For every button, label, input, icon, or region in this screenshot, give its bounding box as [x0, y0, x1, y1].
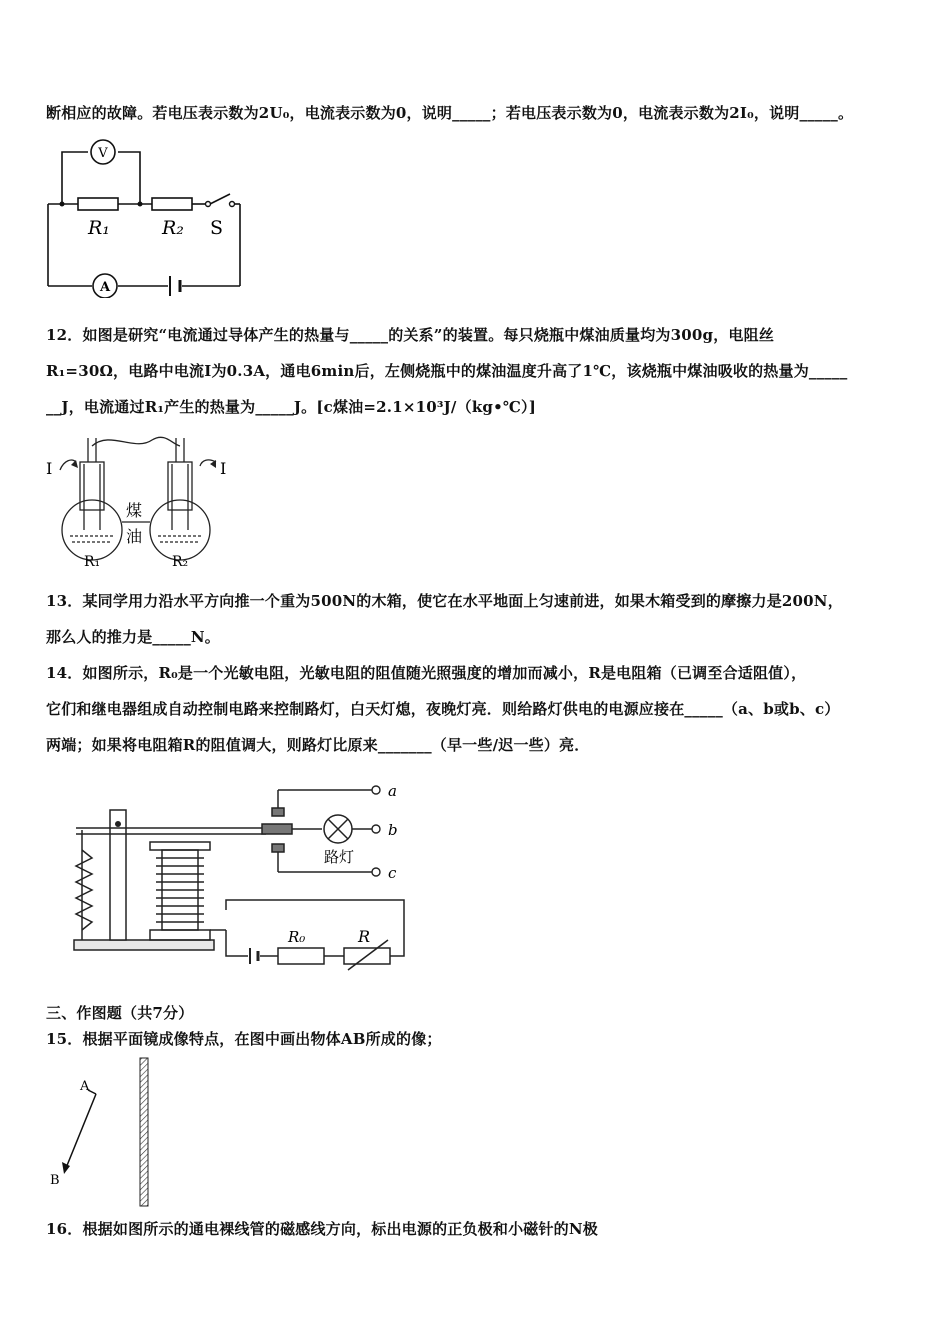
r1-label: R₁: [88, 217, 110, 239]
flask-r1-label: R₁: [84, 554, 101, 570]
r2-label: R₂: [162, 217, 184, 239]
q14-relay-figure: [66, 780, 426, 980]
plane-mirror: [140, 1058, 148, 1206]
resistor-box-label: R: [358, 927, 371, 946]
terminal-c-label: c: [388, 864, 397, 882]
q14-text-line3: 两端；如果将电阻箱R的阻值调大，则路灯比原来_______（早一些/迟一些）亮．: [46, 736, 590, 754]
q12-flask-figure: [40, 430, 240, 570]
kerosene-label-1: 煤: [126, 501, 143, 520]
ammeter-icon: [93, 274, 117, 298]
q16-text-line1: 16．根据如图所示的通电裸线管的磁感线方向，标出电源的正负极和小磁针的N极: [46, 1220, 598, 1238]
q14-text-line2: 它们和继电器组成自动控制电路来控制路灯，白天灯熄，夜晚灯亮．则给路灯供电的电源应接在_____（a、b或b、c）: [46, 700, 840, 718]
q11-circuit-figure: [40, 138, 250, 298]
svg-text:V: V: [98, 146, 108, 161]
flask-r2-label: R₂: [172, 554, 189, 570]
r0-label: R₀: [288, 928, 306, 946]
kerosene-label-2: 油: [126, 527, 143, 546]
q15-text-line1: 15．根据平面镜成像特点，在图中画出物体AB所成的像；: [46, 1030, 442, 1048]
q13-text-line2: 那么人的推力是_____N。: [46, 628, 221, 646]
q12-text-line2: R₁=30Ω，电路中电流I为0.3A，通电6min后，左侧烧瓶中的煤油温度升高了1℃，该烧瓶中煤油吸收的热量为_____: [46, 362, 848, 380]
voltmeter-icon: [91, 140, 115, 164]
svg-text:A: A: [99, 280, 111, 295]
q13-text-line1: 13．某同学用力沿水平方向推一个重为500N的木箱，使它在水平地面上匀速前进，如果木箱受到的摩擦力是200N，: [46, 592, 843, 610]
section3-title: 三、作图题（共7分）: [46, 1004, 194, 1022]
q14-text-line1: 14．如图所示，R₀是一个光敏电阻，光敏电阻的阻值随光照强度的增加而减小，R是电阻箱（已调至合适阻值），: [46, 664, 807, 682]
street-lamp-label: 路灯: [324, 848, 355, 866]
q12-text-line3: __J，电流通过R₁产生的热量为_____J。[c煤油=2.1×10³J/（kg•℃）]: [46, 398, 537, 416]
q12-text-line1: 12．如图是研究“电流通过导体产生的热量与_____的关系”的装置。每只烧瓶中煤油质量均为300g，电阻丝: [46, 326, 775, 344]
terminal-b-label: b: [388, 821, 398, 839]
switch-label: S: [210, 217, 224, 239]
point-a-label: A: [80, 1079, 90, 1094]
terminal-a-label: a: [388, 782, 397, 800]
current-left-label: I: [46, 459, 53, 478]
q15-mirror-figure: [40, 1052, 170, 1212]
q11-text-line1: 断相应的故障。若电压表示数为2U₀，电流表示数为0，说明_____；若电压表示数为0，电流表示数为2I₀，说明_____。: [46, 104, 854, 122]
current-right-label: I: [220, 459, 227, 478]
point-b-label: B: [50, 1173, 60, 1188]
